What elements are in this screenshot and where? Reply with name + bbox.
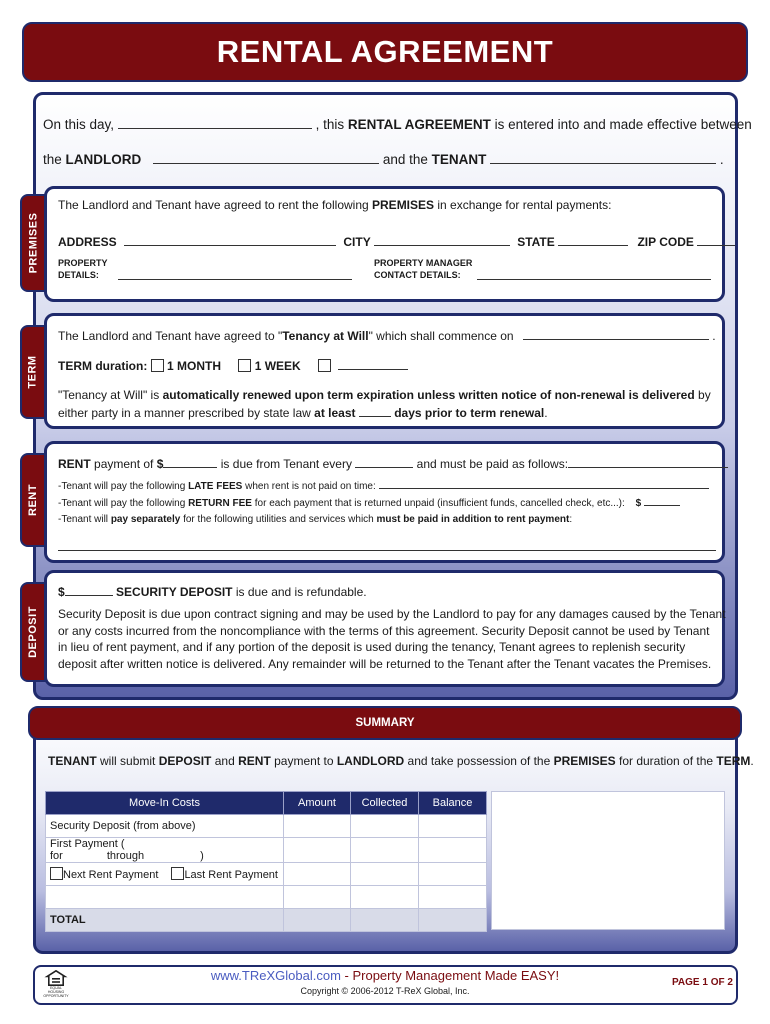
table-row: [46, 863, 487, 886]
utilities-field[interactable]: [58, 537, 716, 551]
move-in-costs-table: [45, 791, 487, 932]
term-tab: [20, 325, 46, 419]
intro-text: On this day,: [43, 117, 115, 132]
total-row: [46, 909, 487, 932]
premises-section: [44, 186, 725, 302]
rent-amount-field[interactable]: [163, 454, 217, 468]
tenant-label: TENANT: [431, 152, 487, 167]
deposit-paragraph: [58, 606, 726, 672]
dollar-sign: $: [58, 585, 65, 599]
rent-label: RENT: [58, 457, 91, 471]
text: Next Rent Payment: [63, 869, 159, 881]
address-field[interactable]: [124, 232, 336, 246]
text-bold: must be paid in addition to rent payment: [376, 514, 570, 525]
table-row: [46, 838, 487, 863]
column-header: Amount: [284, 792, 351, 815]
row-label: [46, 838, 284, 863]
zip-field[interactable]: [697, 232, 735, 246]
property-details-label: [58, 257, 118, 281]
text: through: [106, 850, 145, 862]
term-section: [44, 313, 725, 429]
term-tab-label: TERM: [27, 355, 40, 389]
text: either party in a manner prescribed by state law: [58, 406, 311, 420]
manager-field[interactable]: [477, 266, 711, 280]
text: is due from Tenant every: [220, 457, 352, 471]
summary-title: SUMMARY: [355, 717, 415, 729]
footer-tagline: [0, 968, 770, 983]
text: by: [698, 388, 711, 402]
text: -Tenant will: [58, 514, 109, 525]
amount-cell[interactable]: [284, 863, 351, 886]
collected-cell[interactable]: [351, 815, 419, 838]
table-header-row: [46, 792, 487, 815]
collected-cell[interactable]: [351, 886, 419, 909]
text: deposit after written notice is delivered. Any remainder will be returned to the Tenant after the Tenant vacates the Premises.: [58, 656, 712, 671]
amount-cell[interactable]: [284, 909, 351, 932]
column-header: Collected: [351, 792, 419, 815]
rent-section: [44, 441, 725, 563]
deposit-tab-label: DEPOSIT: [27, 606, 40, 658]
text: First Payment ( for: [50, 838, 125, 862]
landlord-field[interactable]: [153, 150, 379, 164]
text: and take possession of the: [407, 754, 551, 768]
text: .: [544, 406, 548, 420]
text: will submit: [100, 754, 156, 768]
dollar-sign: $: [156, 457, 164, 471]
tenant-field[interactable]: [490, 150, 716, 164]
property-details-field[interactable]: [118, 266, 352, 280]
page-title: RENTAL AGREEMENT: [216, 34, 554, 69]
rent-method-field[interactable]: [568, 454, 728, 468]
return-fee-line: [58, 495, 712, 509]
text-bold: at least: [314, 406, 356, 420]
text-bold: days prior to term renewal: [394, 406, 545, 420]
text: -Tenant will pay the following: [58, 498, 186, 509]
text-bold: TENANT: [48, 754, 97, 768]
text: " which shall commence on: [368, 329, 514, 343]
title-banner: [22, 22, 748, 82]
date-field[interactable]: [118, 115, 312, 129]
intro-bold: RENTAL AGREEMENT: [347, 117, 491, 132]
intro-line-1: [43, 115, 752, 132]
text: Security Deposit is due upon contract signing and may be used by the Landlord to pay for any damages caused by the Tenant: [58, 607, 726, 621]
intro-text: , this: [315, 117, 345, 132]
deposit-tab: [20, 582, 46, 682]
collected-cell[interactable]: [351, 909, 419, 932]
text: .: [712, 329, 716, 343]
text: for the following utilities and services which: [183, 514, 374, 525]
text: :: [569, 514, 573, 525]
intro-text: is entered into and made effective between: [494, 117, 752, 132]
text: is due and is refundable.: [235, 585, 367, 599]
text: CONTACT DETAILS:: [374, 270, 461, 280]
rent-tab: [20, 453, 46, 547]
deposit-section: [44, 570, 725, 687]
late-fee-line: [58, 478, 712, 492]
days-field[interactable]: [359, 403, 391, 417]
balance-cell[interactable]: [419, 838, 487, 863]
dollar-sign: $: [635, 498, 642, 509]
balance-cell[interactable]: [419, 909, 487, 932]
text: -Tenant will pay the following: [58, 481, 186, 492]
state-field[interactable]: [558, 232, 628, 246]
text: in exchange for rental payments:: [437, 198, 612, 212]
commence-date-field[interactable]: [523, 326, 709, 340]
text: The Landlord and Tenant have agreed to rent the following: [58, 198, 369, 212]
premises-lead: [58, 198, 712, 212]
collected-cell[interactable]: [351, 838, 419, 863]
text-bold: PREMISES: [372, 198, 435, 212]
term-lead: [58, 326, 716, 343]
premises-tab-label: PREMISES: [27, 212, 40, 274]
city-field[interactable]: [374, 232, 510, 246]
deposit-line-1: [58, 582, 712, 599]
website-link[interactable]: www.TReXGlobal.com: [210, 968, 341, 983]
other-duration-field[interactable]: [338, 356, 408, 370]
term-renewal-text: [58, 387, 712, 421]
week-checkbox[interactable]: [238, 359, 251, 372]
text: payment to: [274, 754, 334, 768]
table-row: [46, 886, 487, 909]
duration-label: TERM duration:: [58, 359, 148, 373]
balance-cell[interactable]: [419, 815, 487, 838]
text: and: [214, 754, 235, 768]
text: when rent is not paid on time:: [245, 481, 376, 492]
text: and must be paid as follows:: [416, 457, 569, 471]
intro-line-2: [43, 150, 724, 167]
last-rent-checkbox[interactable]: [171, 867, 184, 880]
month-checkbox[interactable]: [151, 359, 164, 372]
tagline: Property Management Made EASY!: [352, 968, 560, 983]
deposit-amount-field[interactable]: [65, 582, 113, 596]
balance-cell[interactable]: [419, 863, 487, 886]
summary-statement: [48, 754, 754, 768]
text-bold: TERM: [716, 754, 751, 768]
text-bold: RETURN FEE: [188, 498, 252, 509]
week-label: 1 WEEK: [254, 359, 301, 373]
other-checkbox[interactable]: [318, 359, 331, 372]
text: DETAILS:: [58, 270, 99, 280]
address-row: [58, 232, 712, 249]
text-bold: PREMISES: [553, 754, 616, 768]
rent-frequency-field[interactable]: [355, 454, 413, 468]
text-bold: RENT: [238, 754, 271, 768]
zip-label: ZIP CODE: [637, 235, 694, 249]
text: ): [200, 850, 204, 862]
text: for each payment that is returned unpaid (insufficient funds, cancelled check, etc...):: [254, 498, 625, 509]
utilities-line: [58, 514, 712, 525]
text: or any costs incurred from the noncompliance with the terms of this agreement. Security Deposit cannot be used by Tenant: [58, 623, 710, 638]
address-label: ADDRESS: [58, 235, 117, 249]
separator: -: [340, 968, 353, 983]
text: Last Rent Payment: [184, 869, 278, 881]
security-deposit-label: SECURITY DEPOSIT: [116, 585, 233, 599]
next-rent-checkbox[interactable]: [50, 867, 63, 880]
term-duration-row: [58, 356, 712, 373]
row-label: [46, 863, 284, 886]
text-bold: Tenancy at Will: [282, 329, 369, 343]
eho-text: EQUAL HOUSING OPPORTUNITY: [43, 986, 69, 998]
text: payment of: [94, 457, 154, 471]
notes-box[interactable]: [491, 791, 725, 930]
summary-header: [28, 706, 742, 740]
row-label: Security Deposit (from above): [46, 815, 284, 838]
late-fee-field[interactable]: [379, 478, 709, 489]
balance-cell[interactable]: [419, 886, 487, 909]
landlord-label: LANDLORD: [65, 152, 142, 167]
text-bold: automatically renewed upon term expiration unless written notice of non-renewal is delivered: [162, 388, 695, 402]
amount-cell[interactable]: [284, 815, 351, 838]
text: "Tenancy at Will" is: [58, 388, 160, 402]
rent-tab-label: RENT: [27, 484, 40, 516]
premises-tab: [20, 194, 46, 292]
table-row: [46, 815, 487, 838]
text-bold: pay separately: [110, 514, 181, 525]
text: .: [750, 754, 754, 768]
copyright: Copyright © 2006-2012 T-ReX Global, Inc.: [300, 986, 470, 996]
city-label: CITY: [343, 235, 371, 249]
column-header: Move-In Costs: [46, 792, 284, 815]
total-label: TOTAL: [46, 909, 284, 932]
state-label: STATE: [517, 235, 555, 249]
intro-text: .: [719, 152, 724, 167]
amount-cell[interactable]: [284, 838, 351, 863]
text: The Landlord and Tenant have agreed to ": [58, 329, 283, 343]
column-header: Balance: [419, 792, 487, 815]
intro-text: and the: [382, 152, 428, 167]
intro-text: the: [43, 152, 62, 167]
text: for duration of the: [618, 754, 714, 768]
text-bold: LANDLORD: [336, 754, 405, 768]
return-fee-field[interactable]: [644, 495, 680, 506]
manager-label: [374, 257, 484, 281]
page-number: PAGE 1 OF 2: [672, 977, 733, 988]
text-bold: DEPOSIT: [158, 754, 212, 768]
text: PROPERTY: [58, 258, 108, 268]
text: in lieu of rent payment, and if any portion of the deposit is used during the tenancy, Tenant agrees to replenish security: [58, 640, 686, 654]
text: PROPERTY MANAGER: [374, 258, 473, 268]
rent-line-1: [58, 454, 712, 471]
row-label[interactable]: [46, 886, 284, 909]
text-bold: LATE FEES: [188, 481, 243, 492]
month-label: 1 MONTH: [167, 359, 222, 373]
amount-cell[interactable]: [284, 886, 351, 909]
collected-cell[interactable]: [351, 863, 419, 886]
